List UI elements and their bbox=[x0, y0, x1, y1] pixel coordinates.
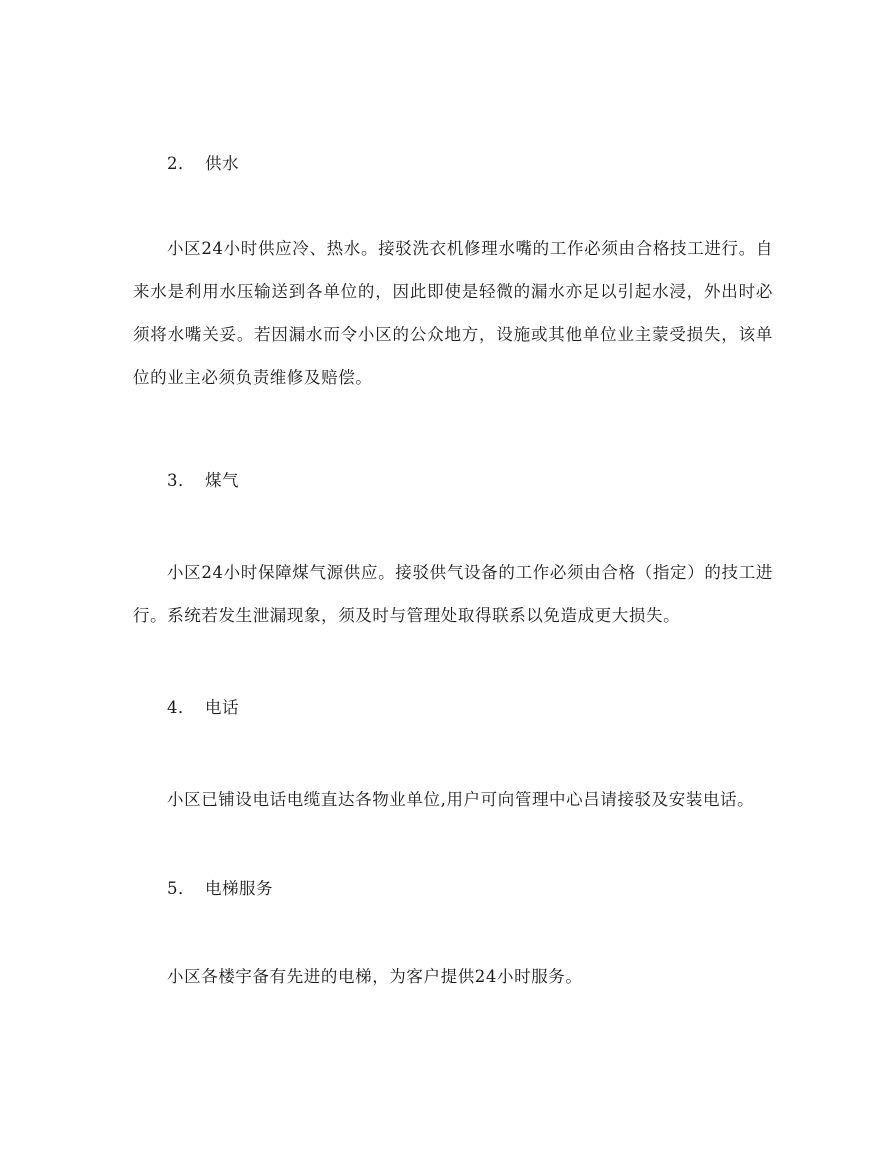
section-number: 5． bbox=[167, 879, 195, 898]
section-heading-water-supply bbox=[167, 154, 239, 174]
section-number: 4． bbox=[167, 698, 195, 717]
section-paragraph-gas: 小区24小时保障煤气源供应。接驳供气设备的工作必须由合格（指定）的技工进行。系统若发生泄漏现象，须及时与管理处取得联系以免造成更大损失。 bbox=[133, 563, 773, 625]
section-heading-elevator bbox=[167, 879, 273, 899]
section-number: 3． bbox=[167, 471, 195, 490]
section-title: 供水 bbox=[205, 154, 239, 173]
section-heading-telephone bbox=[167, 698, 239, 718]
section-paragraph-telephone: 小区已铺设电话电缆直达各物业单位,用户可向管理中心吕请接驳及安装电话。 bbox=[167, 790, 755, 809]
section-title: 煤气 bbox=[205, 471, 239, 490]
section-title: 电梯服务 bbox=[205, 879, 273, 898]
section-paragraph-elevator: 小区各楼宇备有先进的电梯，为客户提供24小时服务。 bbox=[167, 967, 583, 986]
section-title: 电话 bbox=[205, 698, 239, 717]
section-heading-gas bbox=[167, 471, 239, 491]
section-number: 2． bbox=[167, 154, 195, 173]
section-paragraph-water-supply: 小区24小时供应冷、热水。接驳洗衣机修理水嘴的工作必须由合格技工进行。自来水是利用水压输送到各单位的，因此即使是轻微的漏水亦足以引起水浸，外出时必须将水嘴关妥。若因漏水而令小区的公众地方，设施或其他单位业主蒙受损失，该单位的业主必须负责维修及赔偿。 bbox=[133, 239, 773, 387]
